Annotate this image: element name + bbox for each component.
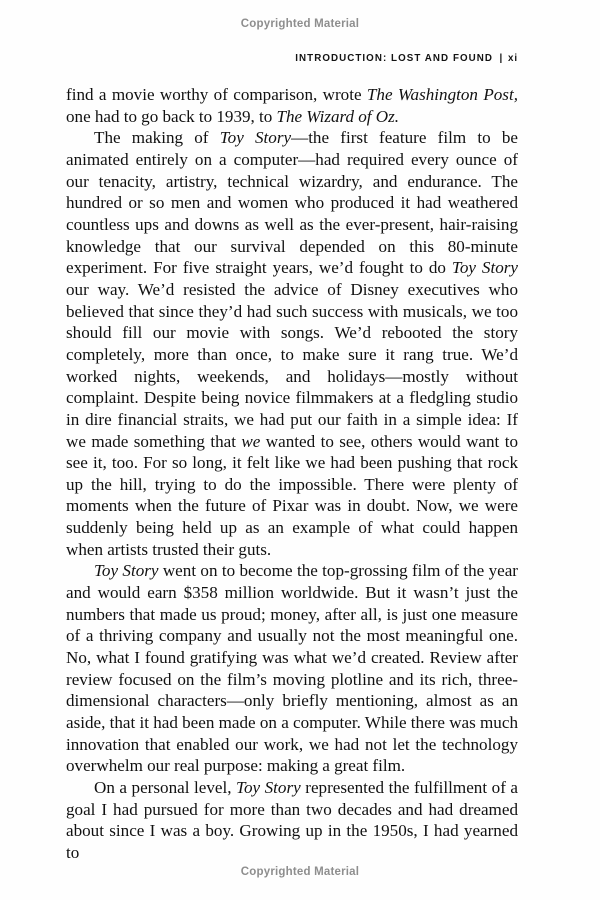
copyright-watermark-bottom: Copyrighted Material xyxy=(240,866,360,878)
paragraph: The making of Toy Story—the first feature film to be animated entirely on a computer—had required every ounce of our tenacity, artistry, technical wizardry, and endurance. The hundred or so men and women who produced it had weathered countless ups and downs as well as the ever-present, hair-raising knowledge that our survival depended on this 80-minute experiment. For five straight years, we’d fought to do Toy Story our way. We’d resisted the advice of Disney executives who believed that since they’d had such success with musicals, we too should fill our movie with songs. We’d rebooted the story completely, more than once, to make sure it rang true. We’d worked nights, weekends, and holidays—mostly without complaint. Despite being novice filmmakers at a fledgling studio in dire financial straits, we had put our faith in a simple idea: If we made something that we wanted to see, others would want to see it, too. For so long, it felt like we had been pushing that rock up the hill, trying to do the impossible. There were plenty of moments when the future of Pixar was in doubt. Now, we were suddenly being held up as an example of what could happen when artists trusted their guts. xyxy=(66,128,519,559)
italic-run: Toy Story xyxy=(236,778,301,797)
running-header-separator: | xyxy=(499,52,504,64)
italic-run: The Washington Post, xyxy=(366,85,518,104)
running-header-title: INTRODUCTION: LOST AND FOUND xyxy=(295,52,494,64)
body-text-block xyxy=(66,84,518,864)
italic-run: The Wizard of Oz. xyxy=(276,106,400,126)
running-header xyxy=(98,52,518,64)
italic-run: Toy Story xyxy=(219,128,292,148)
paragraph: find a movie worthy of comparison, wrote The Washington Post, one had to go back to 1939, to The Wizard of Oz. xyxy=(66,85,518,126)
paragraph: Toy Story went on to become the top-grossing film of the year and would earn $358 million worldwide. But it wasn’t just the numbers that made us proud; money, after all, is just one measure of a thriving company and usually not the most meaningful one. No, what I found gratifying was what we’d created. Review after review focused on the film’s moving plotline and its rich, three-dimensional characters—only briefly mentioning, almost as an aside, that it had been made on a computer. While there was much innovation that enabled our work, we had not let the technology overwhelm our real purpose: making a great film. xyxy=(66,561,518,776)
paragraph: On a personal level, Toy Story represented the fulfillment of a goal I had pursued for more than two decades and had dreamed about since I was a boy. Growing up in the 1950s, I had yearned to xyxy=(66,778,519,862)
page-folio: xi xyxy=(507,52,518,64)
italic-run: we xyxy=(241,431,261,451)
italic-run: Toy Story xyxy=(94,561,159,581)
italic-run: Toy Story xyxy=(451,258,518,278)
copyright-watermark-top: Copyrighted Material xyxy=(240,18,360,30)
